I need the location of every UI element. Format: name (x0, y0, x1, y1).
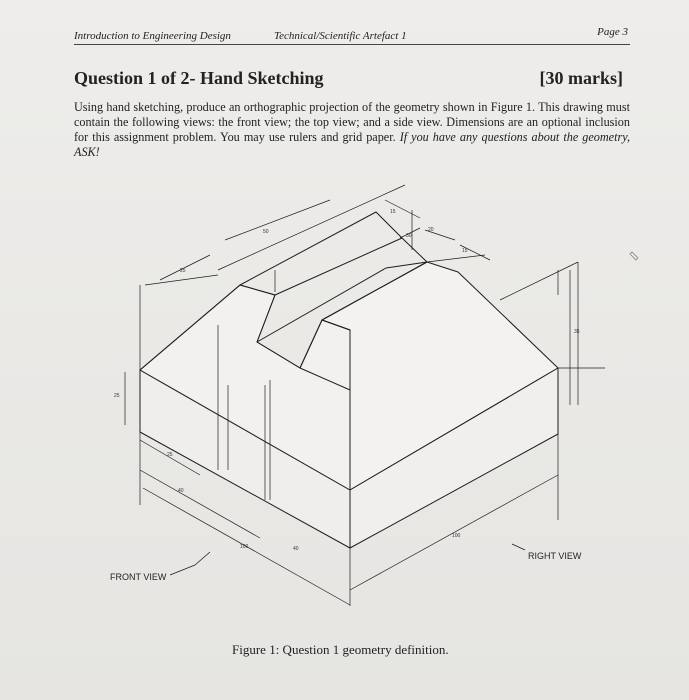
question-marks: [30 marks] (539, 68, 623, 88)
dim-top-b: 20 (428, 227, 434, 233)
dim-top-a: 15 (390, 209, 396, 215)
dim-top-c: 15 (462, 248, 468, 254)
right-view-leader (512, 544, 525, 550)
dim-front-b: 40 (178, 488, 184, 494)
question-title: Question 1 of 2- Hand Sketching (74, 68, 324, 88)
dim-right-height: 35 (574, 329, 580, 335)
dim-front-a: 25 (167, 452, 173, 458)
dim-front-c: 100 (240, 544, 249, 550)
dim-top-left: 50 (263, 229, 269, 235)
figure-caption: Figure 1: Question 1 geometry definition. (232, 642, 449, 657)
slot-top-edge (240, 238, 402, 295)
dim-right-width: 100 (452, 533, 461, 539)
front-view-label: FRONT VIEW (110, 572, 167, 582)
dim-left-top: 25 (180, 268, 186, 274)
dim-left-height: 25 (114, 393, 120, 399)
cursor-icon (630, 252, 638, 260)
front-view-leader (170, 552, 210, 575)
artefact-title: Technical/Scientific Artefact 1 (274, 30, 407, 42)
dim-slot-depth: 30 (406, 233, 412, 239)
question-note: If you have any questions about the geometry, ASK! (74, 130, 630, 159)
dim-front-d: 40 (293, 546, 299, 552)
page-number: Page 3 (597, 26, 628, 38)
question-instructions: Using hand sketching, produce an orthographic projection of the geometry shown in Figure 1. This drawing must contain the following views: the front view; the top view; and a side view. Dimensions are an optional inclusion for this assignment problem. You may use rulers and grid paper. (74, 100, 630, 144)
right-view-label: RIGHT VIEW (528, 551, 582, 561)
course-title: Introduction to Engineering Design (74, 30, 231, 42)
